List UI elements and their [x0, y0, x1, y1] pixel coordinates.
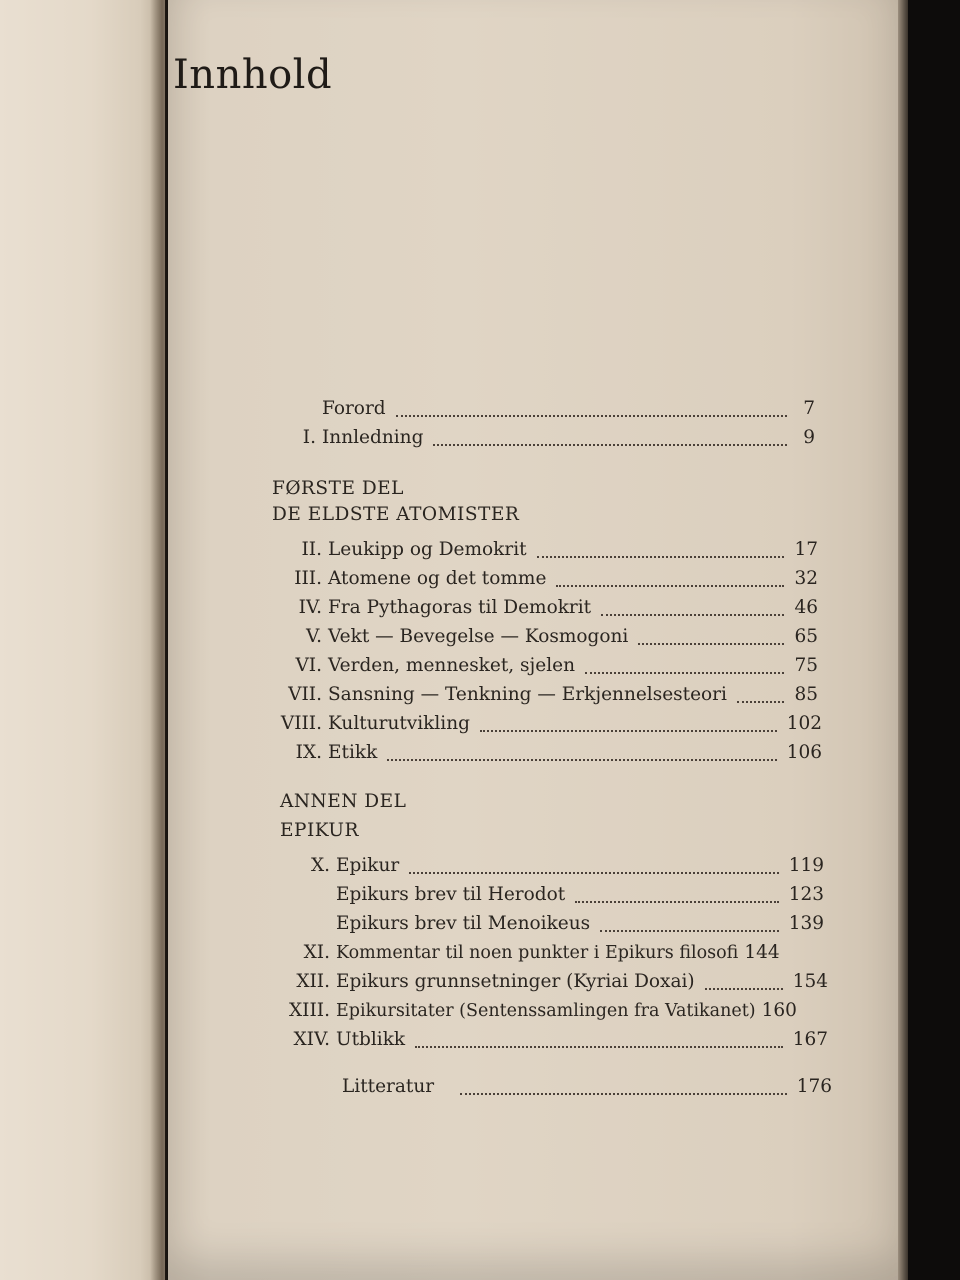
leader-dots [737, 701, 785, 703]
part1-subheading: DE ELDSTE ATOMISTER [272, 504, 520, 525]
toc-label: Epikurs brev til Menoikeus [336, 913, 591, 934]
toc-label: Kulturutvikling [328, 713, 470, 734]
toc-label: Etikk [328, 742, 378, 763]
toc-label: Innledning [322, 427, 424, 448]
leader-dots [415, 1046, 783, 1048]
toc-page: 167 [792, 1029, 828, 1050]
toc-page: 154 [792, 971, 828, 992]
toc-number: III. [294, 568, 322, 589]
toc-page: 123 [788, 884, 824, 905]
toc-page: 75 [794, 655, 818, 676]
toc-number: XIV. [293, 1029, 330, 1050]
toc-number: XI. [303, 942, 330, 963]
toc-entry [270, 568, 818, 592]
toc-label: Leukipp og Demokrit [328, 539, 527, 560]
toc-entry [276, 884, 824, 908]
toc-number: I. [302, 427, 316, 448]
toc-number: IV. [298, 597, 322, 618]
toc-entry [270, 539, 818, 563]
toc-entry-forord [260, 398, 815, 422]
toc-label: Epikursitater (Sentenssamlingen fra Vatikanet) [336, 1001, 756, 1021]
toc-label: Fra Pythagoras til Demokrit [328, 597, 592, 618]
page-title: Innhold [173, 52, 333, 98]
toc-number: IX. [295, 742, 322, 763]
toc-page: 102 [786, 713, 822, 734]
toc-label: Epikurs grunnsetninger (Kyriai Doxai) [336, 971, 695, 992]
toc-entry [270, 684, 818, 708]
leader-dots [638, 643, 784, 645]
toc-page: 9 [803, 427, 815, 448]
toc-label: Utblikk [336, 1029, 406, 1050]
toc-number: V. [305, 626, 322, 647]
leader-dots [575, 901, 778, 903]
leader-dots [537, 556, 785, 558]
toc-label: Epikurs brev til Herodot [336, 884, 566, 905]
toc-page: 32 [794, 568, 818, 589]
leader-dots [433, 444, 787, 446]
toc-page: 139 [788, 913, 824, 934]
toc-page: 176 [796, 1076, 832, 1097]
toc-page: 85 [794, 684, 818, 705]
toc-entry-litteratur [280, 1076, 832, 1100]
leader-dots [409, 872, 778, 874]
toc-page: 160 [761, 1000, 797, 1021]
toc-label: Verden, mennesket, sjelen [328, 655, 575, 676]
leader-dots [396, 415, 787, 417]
toc-entry-innledning [260, 427, 815, 451]
toc-number: XII. [296, 971, 330, 992]
toc-label: Kommentar til noen punkter i Epikurs filosofi [336, 943, 739, 963]
leader-dots [387, 759, 776, 761]
left-page [0, 0, 165, 1280]
toc-entry [270, 742, 822, 766]
toc-entry [276, 855, 824, 879]
leader-dots [460, 1093, 787, 1095]
leader-dots [600, 930, 779, 932]
toc-page: 17 [794, 539, 818, 560]
toc-page: 144 [744, 942, 780, 963]
leader-dots [556, 585, 784, 587]
toc-number: II. [301, 539, 322, 560]
toc-label: Litteratur [342, 1076, 435, 1097]
leader-dots [585, 672, 784, 674]
toc-entry [270, 597, 818, 621]
toc-page: 65 [794, 626, 818, 647]
toc-entry [276, 1000, 828, 1024]
toc-entry [270, 626, 818, 650]
leader-dots [705, 988, 783, 990]
toc-number: VII. [288, 684, 322, 705]
part2-heading: ANNEN DEL [280, 791, 407, 812]
toc-number: X. [310, 855, 330, 876]
page-edge [898, 0, 908, 1280]
toc-entry [276, 942, 828, 966]
toc-page: 106 [786, 742, 822, 763]
toc-entry [270, 655, 818, 679]
toc-page: 7 [803, 398, 815, 419]
toc-number: XIII. [289, 1000, 330, 1021]
leader-dots [480, 730, 777, 732]
leader-dots [601, 614, 784, 616]
toc-page: 119 [788, 855, 824, 876]
toc-label: Sansning — Tenkning — Erkjennelsesteori [328, 684, 727, 705]
toc-page: 46 [794, 597, 818, 618]
toc-entry [276, 1029, 828, 1053]
part2-subheading: EPIKUR [280, 820, 359, 841]
toc-label: Forord [322, 398, 386, 419]
toc-label: Atomene og det tomme [328, 568, 547, 589]
toc-number: VI. [295, 655, 322, 676]
toc-entry [270, 713, 822, 737]
toc-entry [276, 913, 824, 937]
toc-label: Vekt — Bevegelse — Kosmogoni [328, 626, 629, 647]
toc-label: Epikur [336, 855, 400, 876]
toc-number: VIII. [280, 713, 322, 734]
part1-heading: FØRSTE DEL [272, 478, 404, 499]
toc-entry [276, 971, 828, 995]
